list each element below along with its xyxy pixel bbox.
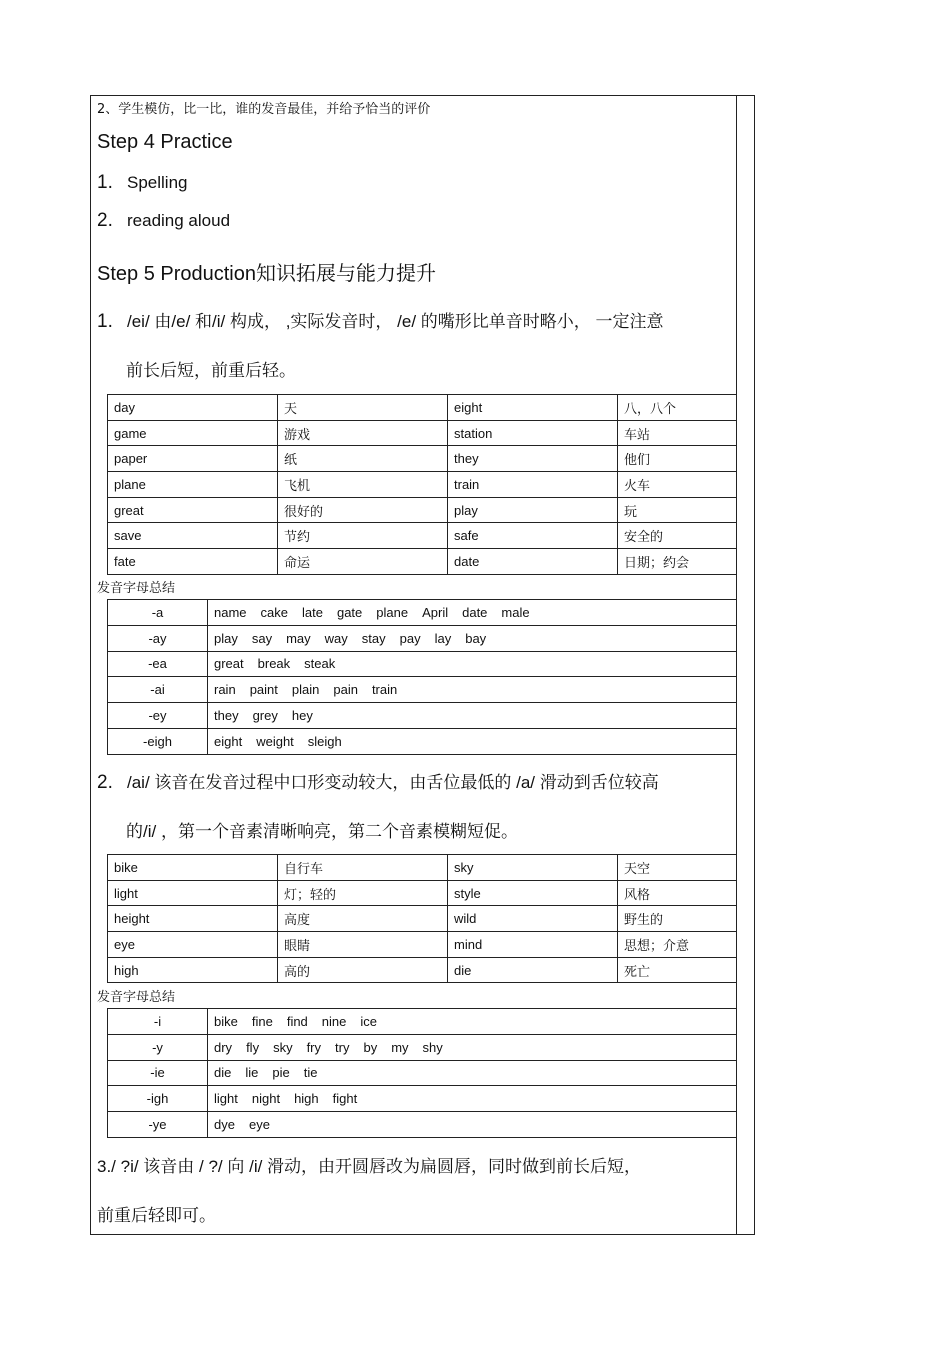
example-word: pain [333,682,358,698]
example-word: dye [214,1117,235,1133]
letter-pattern-cell: -a [108,600,208,626]
example-word: sky [273,1039,293,1055]
english-word-cell: day [108,395,278,421]
english-word-cell: paper [108,446,278,472]
example-word: stay [361,630,386,646]
chinese-meaning-cell: 他们 [618,446,737,472]
example-word: bike [214,1013,238,1029]
example-word: bay [465,630,487,646]
english-word-cell: they [448,446,618,472]
example-word: weight [256,733,294,749]
letter-pattern-cell: -ey [108,703,208,729]
example-word: male [501,604,530,620]
table-row [108,549,737,575]
chinese-meaning-cell: 纸 [278,446,448,472]
summary-label-ai: 发音字母总结 [97,990,176,1005]
chinese-meaning-cell: 死亡 [618,957,737,983]
example-word: say [251,630,273,646]
chinese-meaning-cell: 自行车 [278,855,448,881]
example-word: train [371,682,398,698]
section3-line2: 前重后轻即可。 [97,1206,216,1225]
example-word: play [214,630,238,646]
english-word-cell: bike [108,855,278,881]
example-word: my [391,1039,409,1055]
table-row [108,523,737,549]
table-row [108,677,737,703]
example-word: way [324,630,348,646]
example-words-cell [208,651,737,677]
table-row [108,395,737,421]
english-word-cell: wild [448,906,618,932]
example-word: eye [248,1117,270,1133]
example-word: nine [321,1013,347,1029]
item-text: Spelling [127,173,188,192]
summary-label-ei: 发音字母总结 [97,581,176,596]
section1-text: /ei/ 由/e/ 和/i/ 构成， ,实际发音时， /e/ 的嘴形比单音时略小， 一定注意 [127,312,664,331]
example-word: plane [376,604,409,620]
example-word: late [302,604,323,620]
example-word: try [335,1039,350,1055]
item-number: 1. [97,172,113,193]
english-word-cell: save [108,523,278,549]
table-row [108,625,737,651]
english-word-cell: great [108,497,278,523]
step4-item-1 [97,172,188,194]
example-word: high [294,1091,319,1107]
example-word: fry [306,1039,322,1055]
example-words-cell [208,1112,737,1138]
example-word: fly [246,1039,260,1055]
step5-title: Step 5 Production知识拓展与能力提升 [97,263,436,285]
example-words-cell [208,1034,737,1060]
example-word: shy [422,1039,443,1055]
table-row [108,1034,737,1060]
table-row [108,728,737,754]
letter-pattern-cell: -eigh [108,728,208,754]
example-word: steak [304,656,336,672]
table-row [108,472,737,498]
letter-pattern-cell: -igh [108,1086,208,1112]
table-row [108,880,737,906]
chinese-meaning-cell: 节约 [278,523,448,549]
chinese-meaning-cell: 游戏 [278,420,448,446]
table-row [108,1112,737,1138]
english-word-cell: high [108,957,278,983]
english-word-cell: plane [108,472,278,498]
chinese-meaning-cell: 很好的 [278,497,448,523]
example-word: name [214,604,247,620]
table-row [108,497,737,523]
letter-pattern-cell: -ay [108,625,208,651]
vocab-table-ei [107,394,737,575]
english-word-cell: light [108,880,278,906]
english-word-cell: die [448,957,618,983]
intro-line: 2、学生模仿，比一比，谁的发音最佳，并给予恰当的评价 [97,102,431,117]
section3-line1: 3./ ?i/ 该音由 / ?/ 向 /i/ 滑动，由开圆唇改为扁圆唇，同时做到前长后短， [97,1157,642,1176]
example-word: cake [260,604,288,620]
example-words-cell [208,728,737,754]
example-word: plain [291,682,320,698]
example-word: find [286,1013,308,1029]
example-word: break [257,656,291,672]
chinese-meaning-cell: 车站 [618,420,737,446]
item-number: 2. [97,210,113,231]
letter-pattern-cell: -ea [108,651,208,677]
example-word: fine [251,1013,273,1029]
example-word: they [214,708,239,724]
example-words-cell [208,1086,737,1112]
example-word: ice [360,1013,377,1029]
letter-pattern-cell: -i [108,1009,208,1035]
example-word: by [363,1039,378,1055]
table-row [108,1009,737,1035]
example-word: dry [214,1039,233,1055]
example-word: die [214,1065,232,1081]
chinese-meaning-cell: 安全的 [618,523,737,549]
chinese-meaning-cell: 八，八个 [618,395,737,421]
english-word-cell: safe [448,523,618,549]
example-words-cell [208,677,737,703]
letter-pattern-cell: -y [108,1034,208,1060]
chinese-meaning-cell: 野生的 [618,906,737,932]
chinese-meaning-cell: 玩 [618,497,737,523]
table-row [108,906,737,932]
table-row [108,703,737,729]
english-word-cell: station [448,420,618,446]
chinese-meaning-cell: 日期；约会 [618,549,737,575]
example-words-cell [208,1009,737,1035]
example-word: gate [336,604,363,620]
english-word-cell: eye [108,932,278,958]
table-row [108,957,737,983]
example-word: lay [434,630,452,646]
english-word-cell: style [448,880,618,906]
section2-line2: 的/i/ ，第一个音素清晰响亮，第二个音素模糊短促。 [126,822,518,841]
example-word: date [462,604,488,620]
example-word: eight [214,733,243,749]
example-word: pie [272,1065,290,1081]
table-row [108,651,737,677]
example-word: great [214,656,244,672]
section1-line1 [97,307,664,333]
chinese-meaning-cell: 高度 [278,906,448,932]
english-word-cell: train [448,472,618,498]
table-row [108,1060,737,1086]
chinese-meaning-cell: 火车 [618,472,737,498]
section1-line2: 前长后短，前重后轻。 [126,361,296,380]
example-word: may [286,630,311,646]
english-word-cell: height [108,906,278,932]
example-words-cell [208,625,737,651]
example-word: paint [249,682,278,698]
chinese-meaning-cell: 风格 [618,880,737,906]
chinese-meaning-cell: 天 [278,395,448,421]
english-word-cell: fate [108,549,278,575]
example-word: sleigh [307,733,342,749]
letter-pattern-cell: -ye [108,1112,208,1138]
chinese-meaning-cell: 思想；介意 [618,932,737,958]
pattern-table-ei [107,599,737,755]
chinese-meaning-cell: 眼睛 [278,932,448,958]
section2-line1 [97,768,659,794]
example-words-cell [208,1060,737,1086]
example-word: night [251,1091,281,1107]
vocab-table-ai [107,854,737,983]
english-word-cell: game [108,420,278,446]
table-row [108,855,737,881]
example-word: hey [291,708,313,724]
section2-text: /ai/ 该音在发音过程中口形变动较大，由舌位最低的 /a/ 滑动到舌位较高 [127,773,659,792]
chinese-meaning-cell: 天空 [618,855,737,881]
pattern-table-ai [107,1008,737,1138]
chinese-meaning-cell: 命运 [278,549,448,575]
example-word: April [422,604,449,620]
item-text: reading aloud [127,211,231,230]
letter-pattern-cell: -ie [108,1060,208,1086]
chinese-meaning-cell: 高的 [278,957,448,983]
table-row [108,420,737,446]
step4-title: Step 4 Practice [97,131,233,153]
example-word: light [214,1091,238,1107]
section-number: 1. [97,311,113,332]
chinese-meaning-cell: 飞机 [278,472,448,498]
chinese-meaning-cell: 灯；轻的 [278,880,448,906]
example-word: lie [245,1065,259,1081]
example-word: fight [332,1091,358,1107]
example-word: tie [303,1065,318,1081]
example-word: rain [214,682,236,698]
example-words-cell [208,703,737,729]
section-number: 2. [97,772,113,793]
letter-pattern-cell: -ai [108,677,208,703]
table-row [108,600,737,626]
english-word-cell: eight [448,395,618,421]
english-word-cell: mind [448,932,618,958]
english-word-cell: sky [448,855,618,881]
example-word: pay [399,630,421,646]
english-word-cell: play [448,497,618,523]
step4-item-2 [97,210,230,232]
example-word: grey [252,708,278,724]
english-word-cell: date [448,549,618,575]
table-row [108,1086,737,1112]
table-row [108,446,737,472]
table-row [108,932,737,958]
example-words-cell [208,600,737,626]
